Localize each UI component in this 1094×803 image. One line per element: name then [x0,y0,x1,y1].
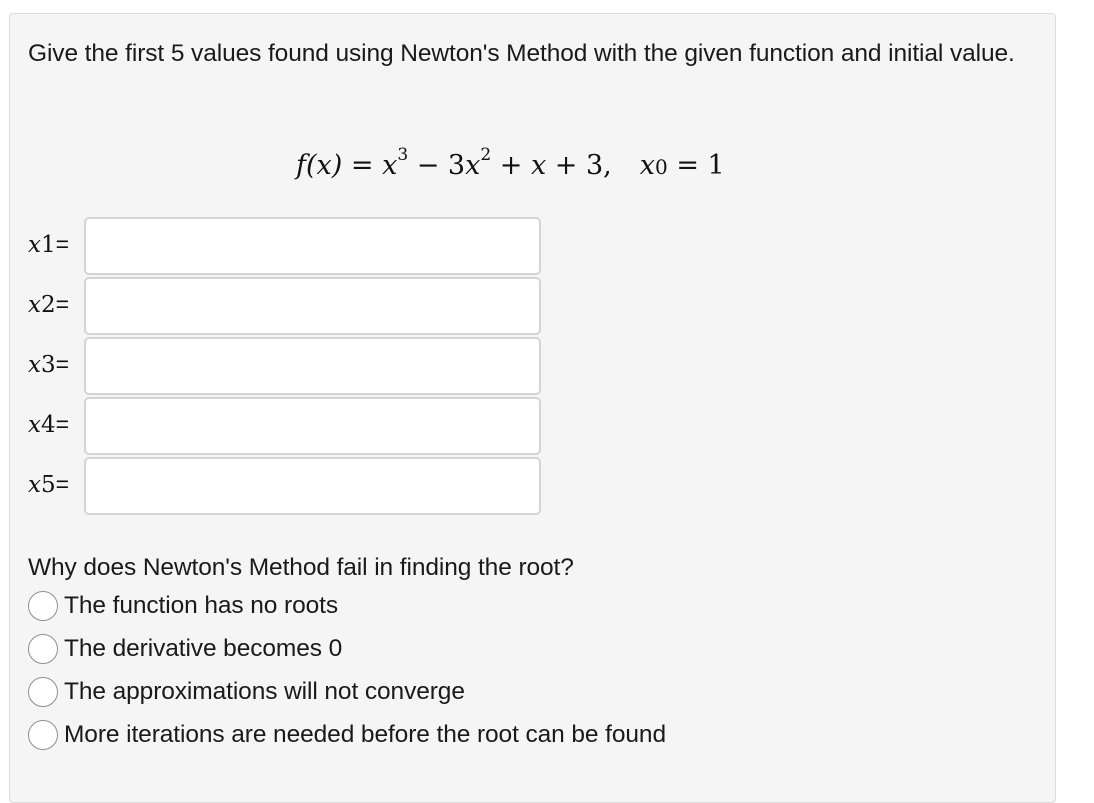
answer-input-x5[interactable] [84,457,541,515]
radio-button[interactable] [28,677,58,707]
radio-button[interactable] [28,591,58,621]
followup-question: Why does Newton's Method fail in finding the root? [28,554,574,581]
choice-derivative-zero[interactable] [28,629,342,669]
answer-input-x4[interactable] [84,397,541,455]
answer-input-x1[interactable] [84,217,541,275]
answer-row-x5 [28,457,548,515]
function-equation: $f(x) = x^3 - 3x^2 + x + 3$, x0 = 1 [296,145,725,181]
choice-no-roots[interactable] [28,586,338,626]
equation-lhs: f(x) = [296,150,383,181]
answer-input-x3[interactable] [84,337,541,395]
answer-row-x1 [28,217,548,275]
choice-label: The function has no roots [64,592,338,619]
answer-row-x2 [28,277,548,335]
answer-input-x2[interactable] [84,277,541,335]
question-panel [9,13,1056,803]
choice-not-converge[interactable] [28,672,465,712]
answer-label-x5: x5= [28,471,70,498]
choice-label: The approximations will not converge [64,678,465,705]
answer-row-x4 [28,397,548,455]
choice-more-iterations[interactable] [28,715,666,755]
answer-label-x3: x3= [28,351,70,378]
choice-label: More iterations are needed before the root can be found [64,721,666,748]
choice-label: The derivative becomes 0 [64,635,343,662]
initial-value: x [639,150,655,181]
answer-label-x2: x2= [28,291,70,318]
radio-button[interactable] [28,720,58,750]
answer-label-x1: x1= [28,231,70,258]
radio-button[interactable] [28,634,58,664]
answer-label-x4: x4= [28,411,70,438]
question-prompt: Give the first 5 values found using Newton's Method with the given function and initial value. [28,40,1015,67]
answer-row-x3 [28,337,548,395]
